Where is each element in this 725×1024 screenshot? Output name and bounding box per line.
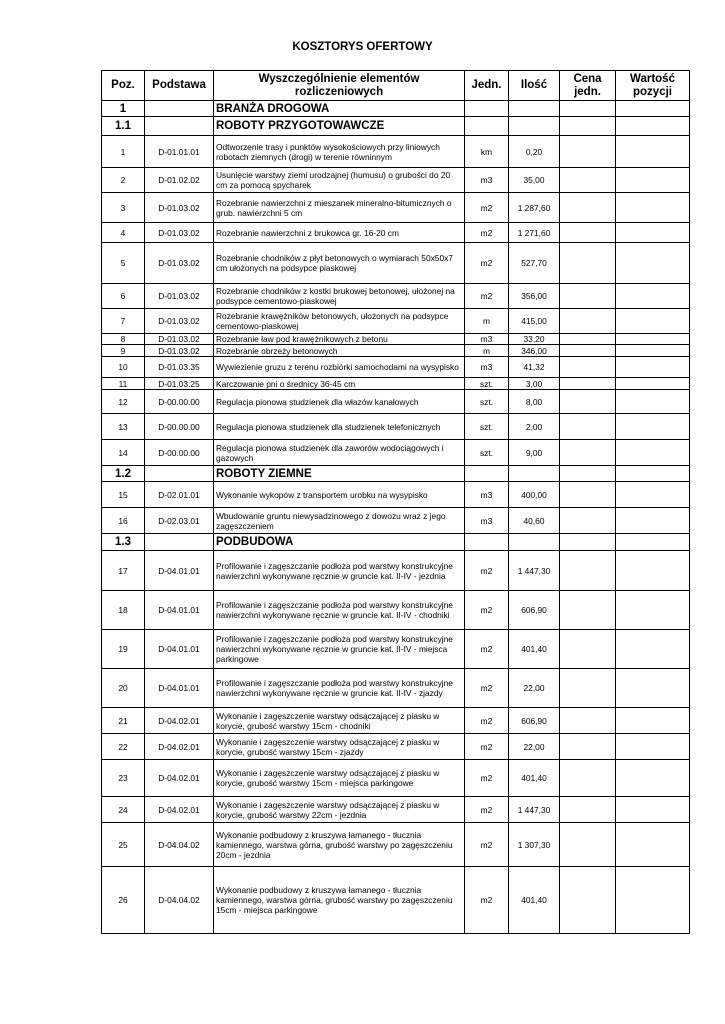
item-description: Wykonanie i zagęszczenie warstwy odsączającej z piasku w korycie, grubość warstwy 22cm - jezdnia — [214, 797, 465, 823]
item-unit: szt. — [465, 414, 509, 440]
table-row — [102, 734, 690, 760]
empty-cell — [509, 534, 560, 551]
item-unit-price — [560, 823, 616, 867]
item-number: 22 — [102, 734, 145, 760]
empty-cell — [465, 534, 509, 551]
item-basis: D-04.04.02 — [145, 823, 214, 867]
item-total-value — [616, 193, 690, 223]
table-row — [102, 168, 690, 193]
item-description: Profilowanie i zagęszczanie podłoża pod warstwy konstrukcyjne nawierzchni wykonywane ręcznie w gruncie kat. II-IV - zjazdy — [214, 669, 465, 708]
item-description: Wykonanie i zagęszczenie warstwy odsączającej z piasku w korycie, grubość warstwy 15cm - chodniki — [214, 708, 465, 734]
item-basis: D-01.03.25 — [145, 378, 214, 390]
header-jedn: Jedn. — [465, 71, 509, 101]
item-quantity: 1 307,30 — [509, 823, 560, 867]
item-number: 25 — [102, 823, 145, 867]
item-total-value — [616, 284, 690, 309]
item-total-value — [616, 734, 690, 760]
section-number: 1.1 — [102, 117, 145, 136]
item-quantity: 22,00 — [509, 669, 560, 708]
table-row — [102, 390, 690, 414]
item-basis: D-00.00.00 — [145, 414, 214, 440]
item-quantity: 415,00 — [509, 309, 560, 334]
item-unit: m2 — [465, 630, 509, 669]
item-unit: m2 — [465, 734, 509, 760]
item-total-value — [616, 414, 690, 440]
item-quantity: 22,00 — [509, 734, 560, 760]
section-number: 1 — [102, 101, 145, 117]
item-number: 12 — [102, 390, 145, 414]
item-description: Rozebranie chodników z płyt betonowych o wymiarach 50x50x7 cm ułożonych na podsypce piaskowej — [214, 243, 465, 284]
item-total-value — [616, 591, 690, 630]
table-row — [102, 309, 690, 334]
item-quantity: 606,90 — [509, 708, 560, 734]
item-quantity: 401,40 — [509, 760, 560, 797]
table-row — [102, 414, 690, 440]
item-number: 19 — [102, 630, 145, 669]
item-description: Karczowanie pni o średnicy 36-45 cm — [214, 378, 465, 390]
item-unit-price — [560, 357, 616, 378]
item-basis: D-01.03.35 — [145, 357, 214, 378]
item-number: 18 — [102, 591, 145, 630]
item-total-value — [616, 440, 690, 466]
table-row — [102, 760, 690, 797]
item-basis: D-04.01.01 — [145, 669, 214, 708]
item-unit: m2 — [465, 823, 509, 867]
empty-cell — [509, 101, 560, 117]
item-total-value — [616, 136, 690, 168]
item-number: 10 — [102, 357, 145, 378]
item-basis: D-04.01.01 — [145, 630, 214, 669]
item-unit: m2 — [465, 867, 509, 934]
item-total-value — [616, 551, 690, 591]
item-unit-price — [560, 440, 616, 466]
table-row — [102, 551, 690, 591]
item-description: Rozebranie krawężników betonowych, ułożonych na podsypce cementowo-piaskowej — [214, 309, 465, 334]
table-row — [102, 630, 690, 669]
table-row — [102, 591, 690, 630]
item-quantity: 2,00 — [509, 414, 560, 440]
table-row — [102, 669, 690, 708]
item-unit-price — [560, 630, 616, 669]
item-number: 20 — [102, 669, 145, 708]
item-basis: D-01.01.01 — [145, 136, 214, 168]
item-unit-price — [560, 223, 616, 243]
item-total-value — [616, 390, 690, 414]
item-basis: D-04.02.01 — [145, 708, 214, 734]
item-quantity: 40,60 — [509, 508, 560, 534]
empty-cell — [145, 101, 214, 117]
item-unit-price — [560, 591, 616, 630]
empty-cell — [616, 101, 690, 117]
empty-cell — [465, 117, 509, 136]
header-ilosc: Ilość — [509, 71, 560, 101]
item-basis: D-01.03.02 — [145, 223, 214, 243]
item-unit: m2 — [465, 669, 509, 708]
item-quantity: 1 447,30 — [509, 797, 560, 823]
item-number: 8 — [102, 334, 145, 345]
section-row — [102, 534, 690, 551]
empty-cell — [465, 466, 509, 482]
table-row — [102, 243, 690, 284]
item-number: 1 — [102, 136, 145, 168]
table-row — [102, 440, 690, 466]
item-description: Rozebranie chodników z kostki brukowej betonowej, ułożonej na podsypce cementowo-piaskowej — [214, 284, 465, 309]
header-opis: Wyszczególnienie elementów rozliczeniowych — [214, 71, 465, 101]
item-unit-price — [560, 508, 616, 534]
item-unit-price — [560, 551, 616, 591]
item-description: Wykonanie podbudowy z kruszywa łamanego - tłucznia kamiennego, warstwa górna, grubość warstwy po zagęszczeniu 15cm - miejsca parkingowe — [214, 867, 465, 934]
section-name: PODBUDOWA — [214, 534, 465, 551]
item-unit: m2 — [465, 708, 509, 734]
item-total-value — [616, 823, 690, 867]
item-unit: m3 — [465, 357, 509, 378]
item-basis: D-04.02.01 — [145, 760, 214, 797]
empty-cell — [145, 534, 214, 551]
document-title: KOSZTORYS OFERTOWY — [292, 41, 433, 53]
item-basis: D-01.03.02 — [145, 243, 214, 284]
section-number: 1.2 — [102, 466, 145, 482]
table-row — [102, 357, 690, 378]
item-number: 9 — [102, 345, 145, 357]
table-row — [102, 823, 690, 867]
empty-cell — [616, 466, 690, 482]
table-row — [102, 482, 690, 508]
empty-cell — [509, 117, 560, 136]
item-basis: D-01.03.02 — [145, 309, 214, 334]
item-unit: m3 — [465, 482, 509, 508]
item-unit-price — [560, 708, 616, 734]
item-total-value — [616, 508, 690, 534]
table-row — [102, 797, 690, 823]
item-unit-price — [560, 243, 616, 284]
item-description: Wywiezienie gruzu z terenu rozbiórki samochodami na wysypisko — [214, 357, 465, 378]
empty-cell — [560, 534, 616, 551]
item-quantity: 8,00 — [509, 390, 560, 414]
item-unit-price — [560, 168, 616, 193]
item-total-value — [616, 168, 690, 193]
header-wartosc: Wartość pozycji — [616, 71, 690, 101]
item-basis: D-00.00.00 — [145, 390, 214, 414]
item-unit: m — [465, 345, 509, 357]
item-description: Regulacja pionowa studzienek dla studzienek telefonicznych — [214, 414, 465, 440]
section-number: 1.3 — [102, 534, 145, 551]
item-total-value — [616, 760, 690, 797]
item-description: Rozebranie ław pod krawężnikowych z betonu — [214, 334, 465, 345]
item-unit-price — [560, 334, 616, 345]
table-row — [102, 867, 690, 934]
empty-cell — [560, 101, 616, 117]
table-row — [102, 508, 690, 534]
item-number: 24 — [102, 797, 145, 823]
item-total-value — [616, 482, 690, 508]
item-quantity: 401,40 — [509, 630, 560, 669]
table-body — [102, 101, 690, 934]
item-unit: m — [465, 309, 509, 334]
item-quantity: 527,70 — [509, 243, 560, 284]
item-description: Profilowanie i zagęszczanie podłoża pod warstwy konstrukcyjne nawierzchni wykonywane ręcznie w gruncie kat. II-IV - jezdnia — [214, 551, 465, 591]
empty-cell — [560, 117, 616, 136]
item-quantity: 1 447,30 — [509, 551, 560, 591]
item-description: Odtworzenie trasy i punktów wysokościowych przy liniowych robotach ziemnych (drogi) w terenie równinnym — [214, 136, 465, 168]
item-total-value — [616, 708, 690, 734]
item-number: 21 — [102, 708, 145, 734]
table-row — [102, 378, 690, 390]
item-basis: D-01.03.02 — [145, 334, 214, 345]
item-basis: D-01.02.02 — [145, 168, 214, 193]
header-cena: Cena jedn. — [560, 71, 616, 101]
item-basis: D-04.02.01 — [145, 797, 214, 823]
item-number: 11 — [102, 378, 145, 390]
empty-cell — [145, 117, 214, 136]
item-unit: m2 — [465, 760, 509, 797]
table-header-row — [102, 71, 690, 101]
item-description: Rozebranie nawierzchni z mieszanek mineralno-bitumicznych o grub. nawierzchni 5 cm — [214, 193, 465, 223]
item-basis: D-01.03.02 — [145, 284, 214, 309]
item-description: Wykonanie wykopów z transportem urobku na wysypisko — [214, 482, 465, 508]
table-row — [102, 345, 690, 357]
item-unit-price — [560, 414, 616, 440]
item-quantity: 0,20 — [509, 136, 560, 168]
item-number: 6 — [102, 284, 145, 309]
item-total-value — [616, 243, 690, 284]
item-number: 17 — [102, 551, 145, 591]
item-unit-price — [560, 482, 616, 508]
item-number: 4 — [102, 223, 145, 243]
item-unit: m2 — [465, 551, 509, 591]
item-unit: m3 — [465, 168, 509, 193]
item-unit: m2 — [465, 284, 509, 309]
item-quantity: 346,00 — [509, 345, 560, 357]
item-unit-price — [560, 734, 616, 760]
item-quantity: 33,20 — [509, 334, 560, 345]
item-description: Rozebranie nawierzchni z brukowca gr. 16-20 cm — [214, 223, 465, 243]
item-description: Profilowanie i zagęszczanie podłoża pod warstwy konstrukcyjne nawierzchni wykonywane ręcznie w gruncie kat. II-IV - miejsca parkingowe — [214, 630, 465, 669]
item-total-value — [616, 630, 690, 669]
item-description: Profilowanie i zagęszczanie podłoża pod warstwy konstrukcyjne nawierzchni wykonywane ręcznie w gruncie kat. II-IV - chodniki — [214, 591, 465, 630]
item-unit: m2 — [465, 193, 509, 223]
table-row — [102, 193, 690, 223]
item-total-value — [616, 345, 690, 357]
section-name: ROBOTY PRZYGOTOWAWCZE — [214, 117, 465, 136]
item-quantity: 3,00 — [509, 378, 560, 390]
item-description: Usunięcie warstwy ziemi urodzajnej (humusu) o grubości do 20 cm za pomocą spycharek — [214, 168, 465, 193]
item-number: 15 — [102, 482, 145, 508]
item-description: Wbudowanie gruntu niewysadzinowego z dowozu wraz z jego zagęszczeniem — [214, 508, 465, 534]
item-description: Wykonanie i zagęszczenie warstwy odsączającej z piasku w korycie, grubość warstwy 15cm - miejsca parkingowe — [214, 760, 465, 797]
item-quantity: 606,90 — [509, 591, 560, 630]
item-number: 16 — [102, 508, 145, 534]
item-unit-price — [560, 390, 616, 414]
section-row — [102, 101, 690, 117]
item-total-value — [616, 357, 690, 378]
empty-cell — [509, 466, 560, 482]
item-description: Rozebranie obrzeży betonowych — [214, 345, 465, 357]
item-number: 13 — [102, 414, 145, 440]
section-row — [102, 466, 690, 482]
item-quantity: 400,00 — [509, 482, 560, 508]
cost-estimate-table — [101, 70, 690, 934]
item-total-value — [616, 797, 690, 823]
item-basis: D-02.03.01 — [145, 508, 214, 534]
item-quantity: 35,00 — [509, 168, 560, 193]
item-number: 7 — [102, 309, 145, 334]
section-name: BRANŻA DROGOWA — [214, 101, 465, 117]
item-basis: D-01.03.02 — [145, 345, 214, 357]
item-unit-price — [560, 193, 616, 223]
item-basis: D-04.02.01 — [145, 734, 214, 760]
item-total-value — [616, 669, 690, 708]
table-row — [102, 708, 690, 734]
item-unit: m3 — [465, 508, 509, 534]
item-quantity: 1 287,60 — [509, 193, 560, 223]
item-basis: D-00.00.00 — [145, 440, 214, 466]
item-quantity: 401,40 — [509, 867, 560, 934]
item-unit-price — [560, 284, 616, 309]
item-basis: D-01.03.02 — [145, 193, 214, 223]
item-total-value — [616, 223, 690, 243]
item-number: 5 — [102, 243, 145, 284]
item-unit: m2 — [465, 591, 509, 630]
empty-cell — [616, 534, 690, 551]
item-total-value — [616, 334, 690, 345]
item-unit-price — [560, 309, 616, 334]
item-number: 14 — [102, 440, 145, 466]
header-podstawa: Podstawa — [145, 71, 214, 101]
item-unit: km — [465, 136, 509, 168]
item-unit-price — [560, 378, 616, 390]
empty-cell — [616, 117, 690, 136]
item-basis: D-04.04.02 — [145, 867, 214, 934]
item-quantity: 1 271,60 — [509, 223, 560, 243]
empty-cell — [145, 466, 214, 482]
section-name: ROBOTY ZIEMNE — [214, 466, 465, 482]
item-number: 23 — [102, 760, 145, 797]
item-unit: m2 — [465, 243, 509, 284]
item-description: Regulacja pionowa studzienek dla włazów kanałowych — [214, 390, 465, 414]
section-row — [102, 117, 690, 136]
table-row — [102, 136, 690, 168]
item-number: 2 — [102, 168, 145, 193]
item-unit-price — [560, 345, 616, 357]
item-unit-price — [560, 669, 616, 708]
item-quantity: 9,00 — [509, 440, 560, 466]
item-unit-price — [560, 797, 616, 823]
item-quantity: 356,00 — [509, 284, 560, 309]
table-row — [102, 284, 690, 309]
item-total-value — [616, 378, 690, 390]
item-basis: D-04.01.01 — [145, 551, 214, 591]
item-basis: D-04.01.01 — [145, 591, 214, 630]
item-number: 26 — [102, 867, 145, 934]
empty-cell — [560, 466, 616, 482]
item-unit-price — [560, 136, 616, 168]
item-description: Regulacja pionowa studzienek dla zaworów wodociągowych i gazowych — [214, 440, 465, 466]
item-unit: m2 — [465, 223, 509, 243]
item-description: Wykonanie i zagęszczenie warstwy odsączającej z piasku w korycie, grubość warstwy 15cm - zjazdy — [214, 734, 465, 760]
item-unit-price — [560, 760, 616, 797]
item-unit: m2 — [465, 797, 509, 823]
item-description: Wykonanie podbudowy z kruszywa łamanego - tłucznia kamiennego, warstwa górna, grubość warstwy po zagęszczeniu 20cm - jezdnia — [214, 823, 465, 867]
item-number: 3 — [102, 193, 145, 223]
item-unit: szt. — [465, 440, 509, 466]
item-quantity: 41,32 — [509, 357, 560, 378]
item-unit-price — [560, 867, 616, 934]
table-row — [102, 223, 690, 243]
table-row — [102, 334, 690, 345]
item-unit: m3 — [465, 334, 509, 345]
item-total-value — [616, 867, 690, 934]
item-total-value — [616, 309, 690, 334]
item-basis: D-02.01.01 — [145, 482, 214, 508]
item-unit: szt. — [465, 378, 509, 390]
item-unit: szt. — [465, 390, 509, 414]
empty-cell — [465, 101, 509, 117]
header-poz: Poz. — [102, 71, 145, 101]
